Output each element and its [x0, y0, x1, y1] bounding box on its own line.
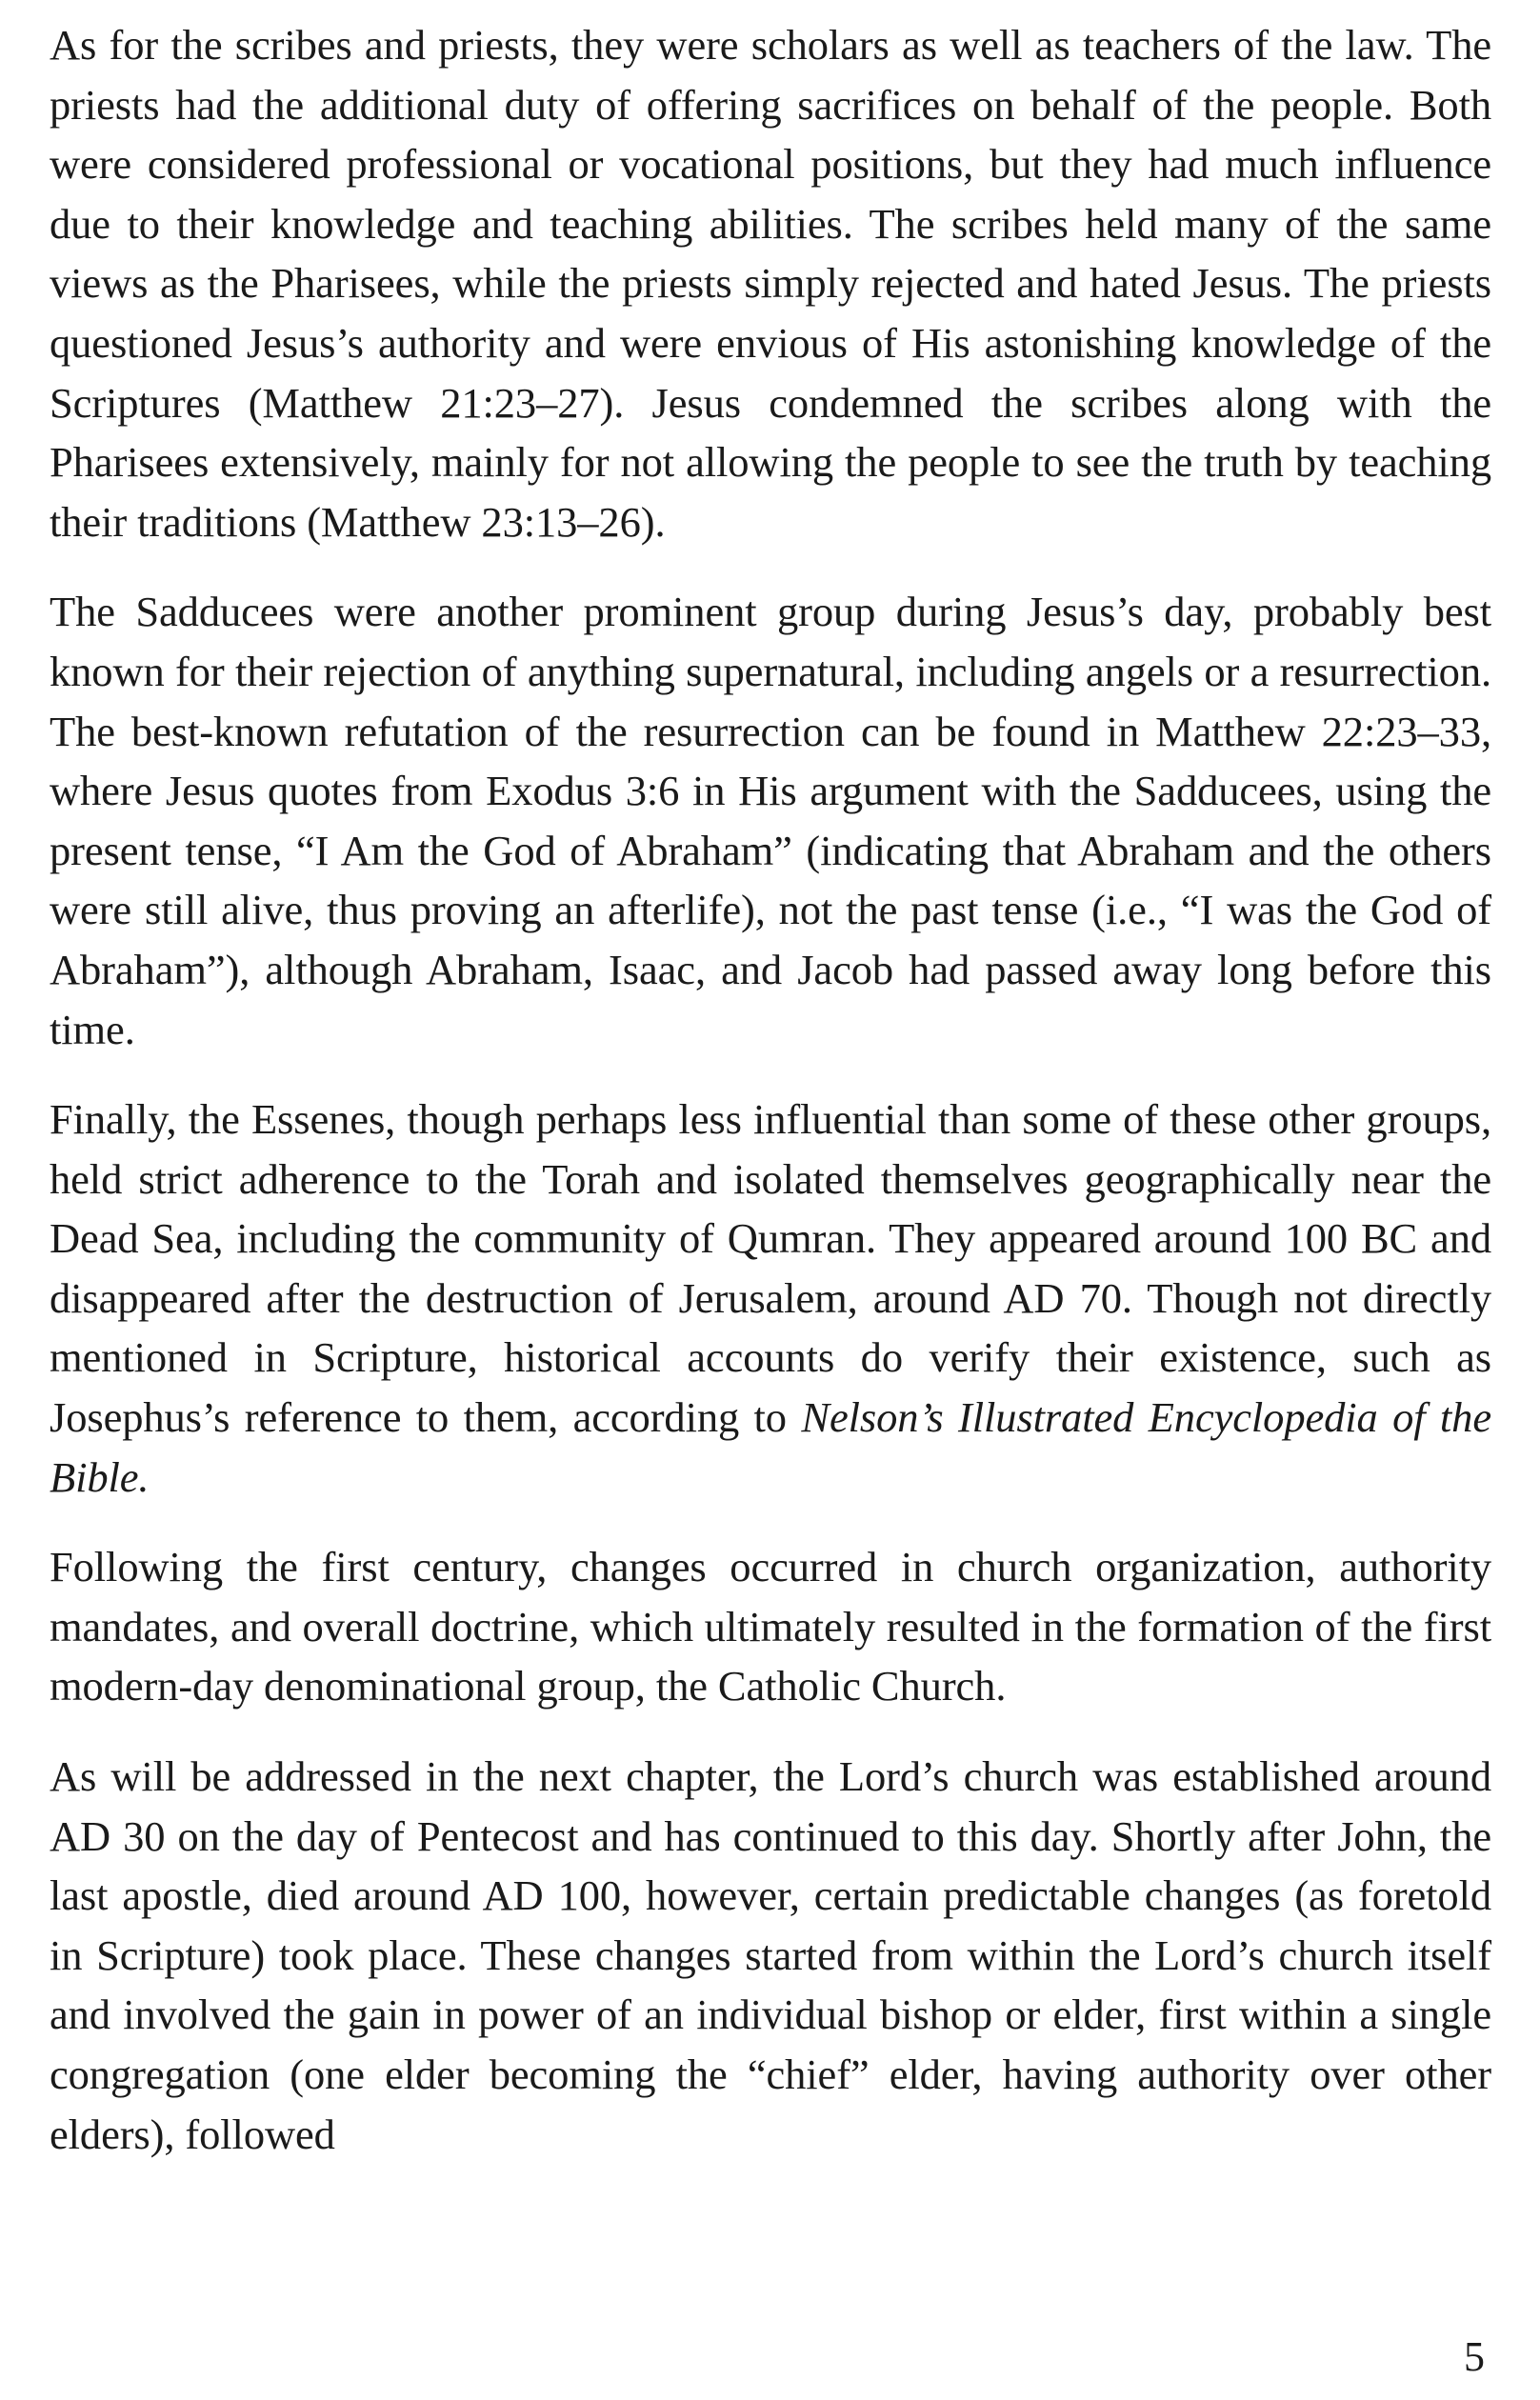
paragraph-sadducees: The Sadducees were another prominent group during Jesus’s day, probably best known for their rejection of anything supernatural, including angels or a resurrection. The best-known refutation of the resurrection can be found in Matthew 22:23–33, where Jesus quotes from Exodus 3:6 in His argument with the Sadducees, using the present tense, “I Am the God of Abraham” (indicating that Abraham and the others were still alive, thus proving an afterlife), not the past tense (i.e., “I was the God of Abraham”), although Abraham, Isaac, and Jacob had passed away long before this time. [50, 588, 1491, 1053]
essenes-text: Finally, the Essenes, though perhaps less influential than some of these other groups, held strict adherence to the Torah and isolated themselves geographically near the Dead Sea, including the community of Qumran. They appeared around 100 BC and disappeared after the destruction of Jerusalem, around AD 70. Though not directly mentioned in Scripture, historical accounts do verify their existence, such as Josephus’s reference to them, according to [50, 1095, 1491, 1442]
document-page [50, 15, 1491, 2194]
book-title-citation: Nelson’s Illustrated Encyclopedia of the Bible. [50, 1393, 1491, 1501]
paragraph-lords-church: As will be addressed in the next chapter, the Lord’s church was established around AD 30 on the day of Pentecost and has continued to this day. Shortly after John, the last apostle, died around AD 100, however, certain predictable changes (as foretold in Scripture) took place. These changes started from within the Lord’s church itself and involved the gain in power of an individual bishop or elder, first within a single congregation (one elder becoming the “chief” elder, having authority over other elders), followed [50, 1752, 1491, 2158]
page-number: 5 [1464, 2333, 1485, 2380]
paragraph-essenes [50, 1090, 1491, 1507]
paragraph-first-century: Following the first century, changes occurred in church organization, authority mandates, and overall doctrine, which ultimately resulted in the formation of the first modern-day denominational group, the Catholic Church. [50, 1543, 1491, 1710]
paragraph-scribes-priests: As for the scribes and priests, they were scholars as well as teachers of the law. The priests had the additional duty of offering sacrifices on behalf of the people. Both were considered professional or vocational positions, but they had much influence due to their knowledge and teaching abilities. The scribes held many of the same views as the Pharisees, while the priests simply rejected and hated Jesus. The priests questioned Jesus’s authority and were envious of His astonishing knowledge of the Scriptures (Matthew 21:23–27). Jesus condemned the scribes along with the Pharisees extensively, mainly for not allowing the people to see the truth by teaching their traditions (Matthew 23:13–26). [50, 21, 1491, 546]
